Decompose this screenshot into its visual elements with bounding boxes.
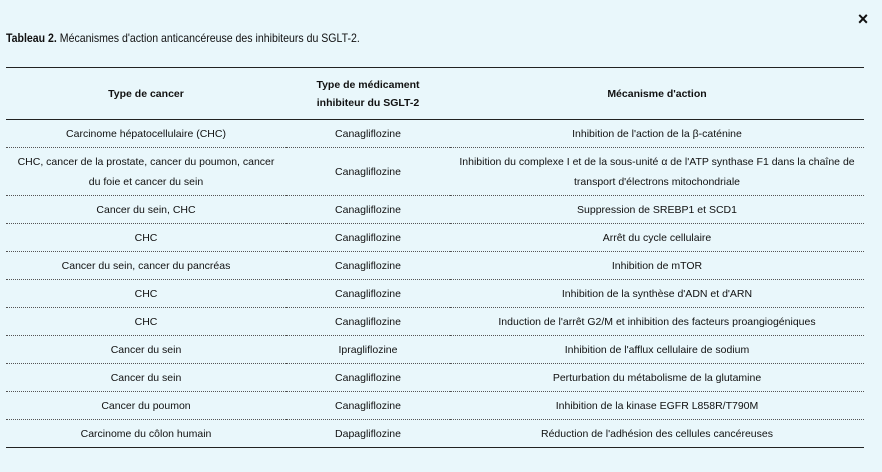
cell-mechanism: Inhibition de mTOR <box>450 252 864 280</box>
cell-mechanism: Induction de l'arrêt G2/M et inhibition des facteurs proangiogéniques <box>450 308 864 336</box>
cell-mechanism: Réduction de l'adhésion des cellules cancéreuses <box>450 420 864 448</box>
cell-drug: Canagliflozine <box>286 280 450 308</box>
cell-drug: Ipragliflozine <box>286 336 450 364</box>
table-row <box>6 392 864 420</box>
cell-mechanism: Inhibition de l'afflux cellulaire de sodium <box>450 336 864 364</box>
table-row <box>6 364 864 392</box>
table-header-row <box>6 68 864 120</box>
cell-mechanism: Arrêt du cycle cellulaire <box>450 224 864 252</box>
caption-label: Tableau 2. <box>6 31 57 45</box>
cell-cancer-type: CHC <box>6 308 286 336</box>
cell-cancer-type: Carcinome hépatocellulaire (CHC) <box>6 120 286 148</box>
header-mechanism: Mécanisme d'action <box>607 87 707 100</box>
table-row <box>6 224 864 252</box>
cell-cancer-type: Cancer du sein, CHC <box>6 196 286 224</box>
cell-drug: Canagliflozine <box>286 196 450 224</box>
table-row <box>6 148 864 196</box>
cell-mechanism: Perturbation du métabolisme de la glutamine <box>450 364 864 392</box>
cell-cancer-type: Cancer du sein <box>6 336 286 364</box>
cell-drug: Canagliflozine <box>286 308 450 336</box>
close-icon[interactable]: × <box>857 9 869 29</box>
table-row <box>6 120 864 148</box>
cell-drug: Dapagliflozine <box>286 420 450 448</box>
cell-drug: Canagliflozine <box>286 148 450 196</box>
cell-cancer-type: CHC <box>6 224 286 252</box>
table-row <box>6 308 864 336</box>
header-cancer-type: Type de cancer <box>108 87 184 100</box>
cell-drug: Canagliflozine <box>286 120 450 148</box>
cell-drug: Canagliflozine <box>286 364 450 392</box>
cell-drug: Canagliflozine <box>286 252 450 280</box>
table-row <box>6 420 864 448</box>
cell-cancer-type: Cancer du poumon <box>6 392 286 420</box>
mechanisms-table <box>6 67 864 448</box>
cell-mechanism: Inhibition de la synthèse d'ADN et d'ARN <box>450 280 864 308</box>
cell-drug: Canagliflozine <box>286 392 450 420</box>
cell-mechanism: Inhibition de la kinase EGFR L858R/T790M <box>450 392 864 420</box>
table-row <box>6 196 864 224</box>
cell-cancer-type: CHC <box>6 280 286 308</box>
cell-cancer-type: CHC, cancer de la prostate, cancer du poumon, cancer du foie et cancer du sein <box>6 148 286 196</box>
table-row <box>6 336 864 364</box>
cell-cancer-type: Cancer du sein, cancer du pancréas <box>6 252 286 280</box>
cell-mechanism: Suppression de SREBP1 et SCD1 <box>450 196 864 224</box>
table-row <box>6 280 864 308</box>
cell-cancer-type: Cancer du sein <box>6 364 286 392</box>
header-drug-type: Type de médicament inhibiteur du SGLT-2 <box>316 78 420 109</box>
cell-mechanism: Inhibition du complexe I et de la sous-unité α de l'ATP synthase F1 dans la chaîne de transport d'électrons mitochondriale <box>450 148 864 196</box>
cell-cancer-type: Carcinome du côlon humain <box>6 420 286 448</box>
cell-mechanism: Inhibition de l'action de la β-caténine <box>450 120 864 148</box>
table-row <box>6 252 864 280</box>
table-caption <box>6 31 360 45</box>
caption-text: Mécanismes d'action anticancéreuse des inhibiteurs du SGLT-2. <box>56 31 360 45</box>
cell-drug: Canagliflozine <box>286 224 450 252</box>
